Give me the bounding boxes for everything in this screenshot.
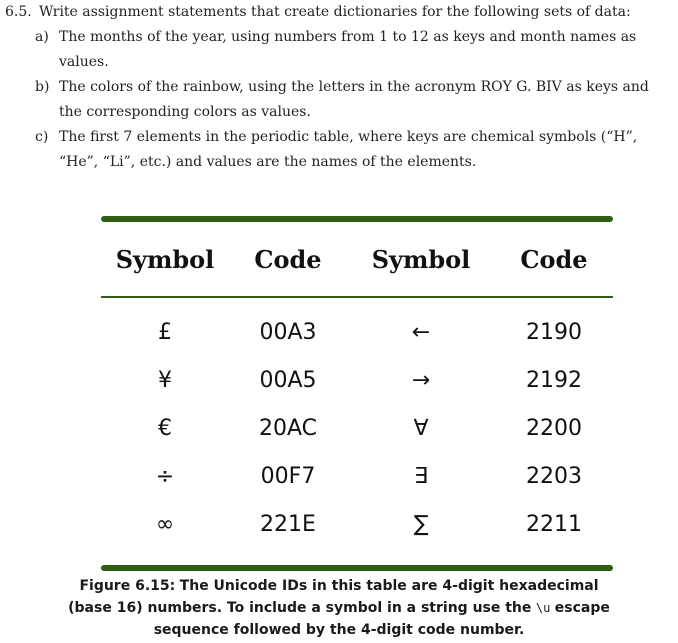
table-body <box>101 298 613 565</box>
part-text: The months of the year, using numbers from 1 to 12 as keys and month names as values. <box>59 29 637 70</box>
header-code: Code <box>520 244 588 274</box>
code-cell: 00A5 <box>259 367 317 393</box>
symbol-cell: ∞ <box>155 511 175 537</box>
exercise-part-b <box>35 75 673 125</box>
exercise-prompt: Write assignment statements that create dictionaries for the following sets of data: <box>39 4 631 20</box>
part-label: a) <box>35 29 49 45</box>
table-bottom-rule <box>101 565 613 571</box>
table-header-row <box>101 222 613 296</box>
code-cell: 2200 <box>526 415 582 441</box>
table-row <box>101 500 613 548</box>
symbol-cell: → <box>411 367 431 393</box>
code-cell: 221E <box>260 511 316 537</box>
symbol-cell: ← <box>411 319 431 345</box>
unicode-table <box>101 216 613 571</box>
symbol-cell: ∑ <box>413 511 429 537</box>
part-label: b) <box>35 79 50 95</box>
caption-text-after: escape sequence followed by the 4-digit code number. <box>153 600 610 638</box>
caption-text-before: The Unicode IDs in this table are 4-digit hexadecimal (base 16) numbers. To include a symbol in a string use the <box>68 578 599 616</box>
caption-code: \u <box>535 601 551 615</box>
code-cell: 2203 <box>526 463 582 489</box>
caption-label: Figure 6.15: <box>79 578 176 594</box>
code-cell: 2192 <box>526 367 582 393</box>
symbol-cell: ÷ <box>155 463 175 489</box>
symbol-cell: € <box>158 415 172 441</box>
exercise-part-c <box>35 125 673 175</box>
table-row <box>101 308 613 356</box>
part-text: The first 7 elements in the periodic table, where keys are chemical symbols (“H”, “He”, “Li”, etc.) and values are the names of the elements. <box>59 129 638 170</box>
code-cell: 2190 <box>526 319 582 345</box>
code-cell: 00A3 <box>259 319 317 345</box>
code-cell: 20AC <box>258 415 318 441</box>
code-cell: 2211 <box>526 511 582 537</box>
part-text: The colors of the rainbow, using the letters in the acronym ROY G. BIV as keys and the corresponding colors as values. <box>59 79 649 120</box>
symbol-cell: ∀ <box>413 415 429 441</box>
table-row <box>101 356 613 404</box>
exercise-header <box>5 0 673 25</box>
exercise-block <box>5 0 673 175</box>
figure-caption <box>60 575 618 641</box>
part-label: c) <box>35 129 49 145</box>
header-symbol: Symbol <box>115 244 215 274</box>
exercise-part-a <box>35 25 673 75</box>
exercise-number: 6.5. <box>5 4 32 20</box>
header-symbol: Symbol <box>371 244 471 274</box>
symbol-cell: ¥ <box>158 367 172 393</box>
header-code: Code <box>254 244 322 274</box>
table-row <box>101 452 613 500</box>
table-row <box>101 404 613 452</box>
code-cell: 00F7 <box>260 463 316 489</box>
symbol-cell: ∃ <box>414 463 428 489</box>
symbol-cell: £ <box>158 319 172 345</box>
